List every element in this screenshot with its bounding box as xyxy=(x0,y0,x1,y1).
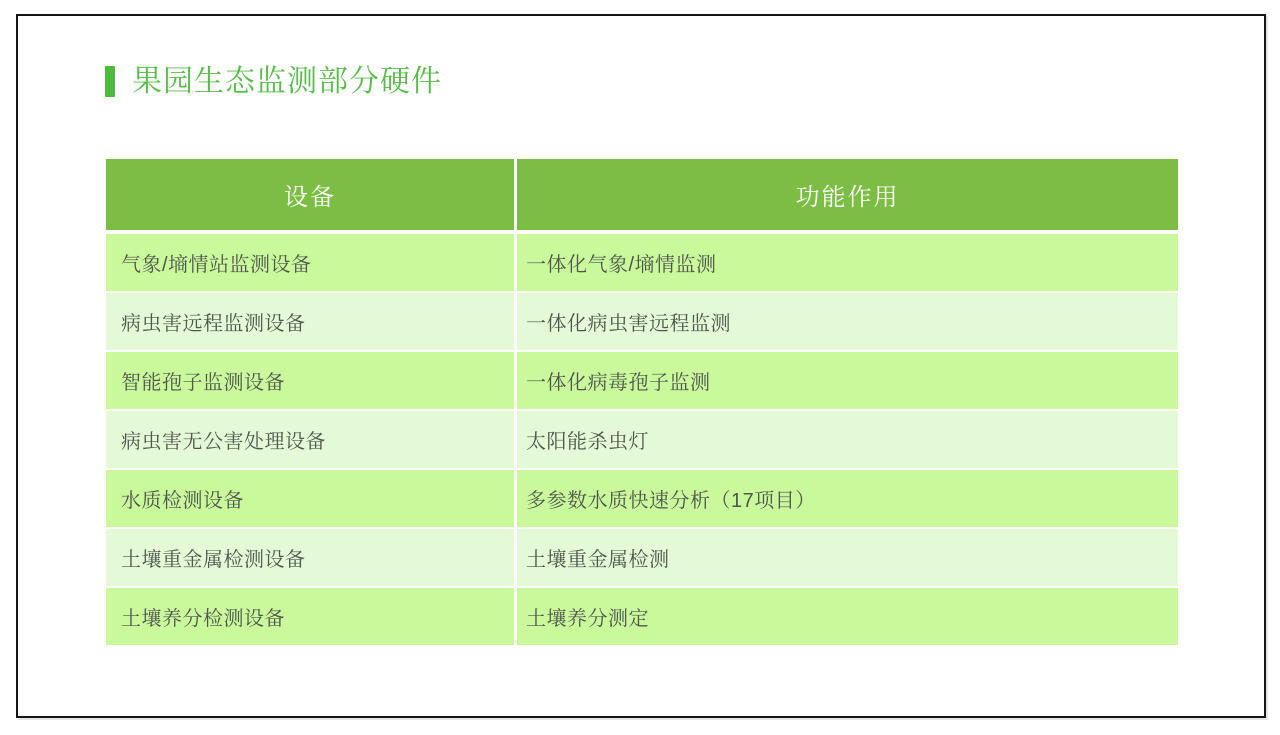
table-header-row xyxy=(106,159,1178,230)
column-header-device: 设备 xyxy=(106,159,514,230)
page-title-block xyxy=(105,66,442,97)
function-cell: 一体化病虫害远程监测 xyxy=(517,293,1178,350)
device-cell: 病虫害远程监测设备 xyxy=(106,293,514,350)
table-row xyxy=(106,470,1178,527)
function-cell: 一体化气象/墒情监测 xyxy=(517,234,1178,291)
table-row xyxy=(106,352,1178,409)
function-cell: 一体化病毒孢子监测 xyxy=(517,352,1178,409)
title-accent-bar-icon xyxy=(105,66,115,97)
table-row xyxy=(106,588,1178,645)
device-cell: 病虫害无公害处理设备 xyxy=(106,411,514,468)
page-title: 果园生态监测部分硬件 xyxy=(132,65,442,98)
device-cell: 智能孢子监测设备 xyxy=(106,352,514,409)
table-row xyxy=(106,411,1178,468)
function-cell: 太阳能杀虫灯 xyxy=(517,411,1178,468)
table-row xyxy=(106,234,1178,291)
device-cell: 气象/墒情站监测设备 xyxy=(106,234,514,291)
device-cell: 土壤养分检测设备 xyxy=(106,588,514,645)
function-cell: 土壤养分测定 xyxy=(517,588,1178,645)
column-header-function: 功能作用 xyxy=(517,159,1178,230)
device-cell: 土壤重金属检测设备 xyxy=(106,529,514,586)
table-row xyxy=(106,293,1178,350)
function-cell: 土壤重金属检测 xyxy=(517,529,1178,586)
device-cell: 水质检测设备 xyxy=(106,470,514,527)
table-row xyxy=(106,529,1178,586)
hardware-table xyxy=(106,159,1178,647)
function-cell: 多参数水质快速分析（17项目） xyxy=(517,470,1178,527)
slide-card xyxy=(16,14,1266,718)
